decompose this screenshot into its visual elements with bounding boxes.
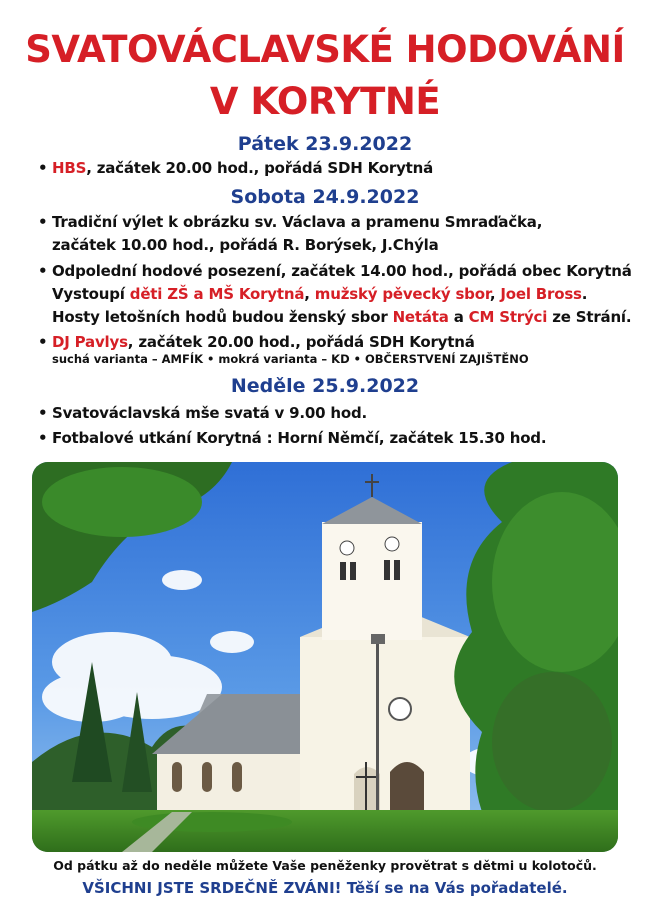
saturday-heading: Sobota 24.9.2022 <box>230 186 420 208</box>
bullet: • <box>38 429 48 447</box>
performer-3: Joel Bross <box>500 285 582 303</box>
performers-suffix: . <box>581 285 588 303</box>
footer-line-1: Od pátku až do neděle můžete Vaše peněženky provětrat s dětmi u kolotočů. <box>53 858 597 873</box>
title-line-2: V KORYTNÉ <box>209 80 441 123</box>
sunday-item-1-text: Svatováclavská mše svatá v 9.00 hod. <box>52 404 368 422</box>
guests-suffix: ze Strání. <box>547 308 632 326</box>
saturday-item-2-line-2 <box>52 285 587 303</box>
friday-item-1-text: , začátek 20.00 hod., pořádá SDH Korytná <box>86 159 434 177</box>
performer-2: mužský pěvecký sbor <box>314 285 490 303</box>
sunday-item-2-text: Fotbalové utkání Korytná : Horní Němčí, začátek 15.30 hod. <box>52 429 547 447</box>
saturday-item-3-text: , začátek 20.00 hod., pořádá SDH Korytná <box>127 333 475 351</box>
guests-mid: a <box>448 308 469 326</box>
saturday-item-2-line-1: Odpolední hodové posezení, začátek 14.00 hod., pořádá obec Korytná <box>52 262 632 280</box>
bullet: • <box>38 213 48 231</box>
footer-line-2: VŠICHNI JSTE SRDEČNĚ ZVÁNI! Těší se na Vás pořadatelé. <box>82 879 568 897</box>
friday-item-1-highlight: HBS <box>52 159 87 177</box>
church-photo <box>32 462 618 852</box>
title-line-1: SVATOVÁCLAVSKÉ HODOVÁNÍ <box>25 28 625 71</box>
saturday-item-2-line-3 <box>52 308 631 326</box>
performers-prefix: Vystoupí <box>52 285 130 303</box>
saturday-item-1-line-1: Tradiční výlet k obrázku sv. Václava a pramenu Smraďačka, <box>52 213 543 231</box>
saturday-item-3 <box>38 333 475 351</box>
friday-heading: Pátek 23.9.2022 <box>237 133 413 155</box>
friday-item-1 <box>38 159 433 177</box>
sunday-item-2 <box>38 429 546 447</box>
saturday-item-3-highlight: DJ Pavlys <box>52 333 128 351</box>
separator: , <box>304 285 315 303</box>
grass <box>32 810 618 852</box>
bullet: • <box>38 404 48 422</box>
saturday-item-1 <box>38 213 542 231</box>
saturday-item-3-note: suchá varianta – AMFÍK • mokrá varianta – KD • OBČERSTVENÍ ZAJIŠTĚNO <box>52 352 529 366</box>
saturday-item-1-line-2: začátek 10.00 hod., pořádá R. Borýsek, J.Chýla <box>52 236 439 254</box>
performer-1: děti ZŠ a MŠ Korytná <box>129 285 305 303</box>
bullet: • <box>38 262 48 280</box>
guests-prefix: Hosty letošních hodů budou ženský sbor <box>52 308 393 326</box>
bullet: • <box>38 333 48 351</box>
clock <box>340 541 354 555</box>
separator: , <box>489 285 501 303</box>
sunday-item-1 <box>38 404 367 422</box>
church-tower <box>300 637 470 829</box>
guest-1: Netáta <box>392 308 449 326</box>
bullet: • <box>38 159 48 177</box>
sunday-heading: Neděle 25.9.2022 <box>230 375 420 397</box>
rose-window <box>389 698 411 720</box>
guest-2: CM Strýci <box>468 308 548 326</box>
saturday-item-2 <box>38 262 632 280</box>
